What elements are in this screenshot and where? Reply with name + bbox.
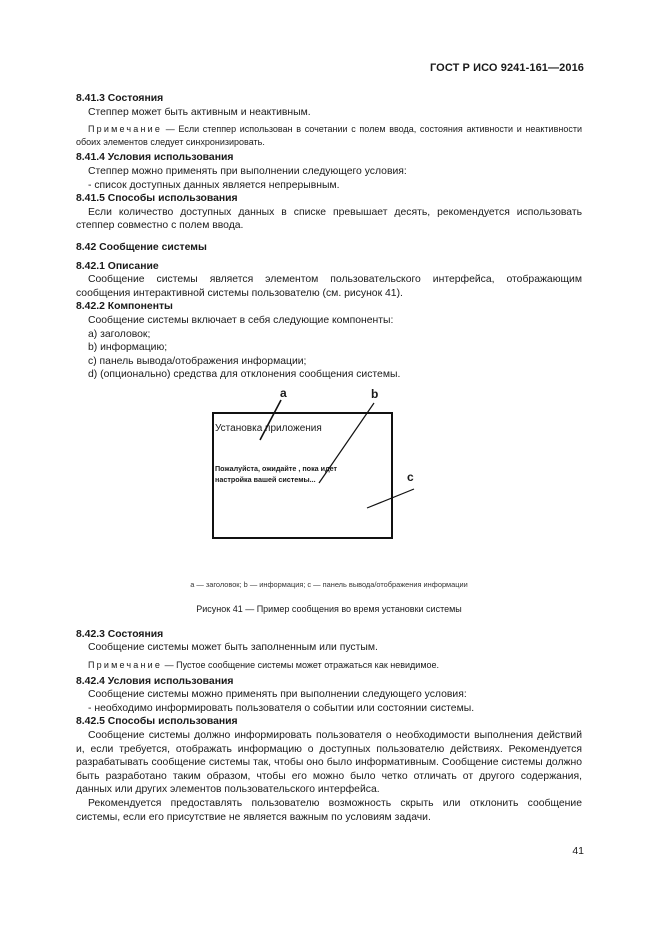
paragraph: Если количество доступных данных в списке превышает десять, рекомендуется использовать степпер совместно с полем ввода. [76,206,582,232]
section-heading-8-42-3: 8.42.3 Состояния [76,628,164,640]
figure-legend: a — заголовок; b — информация; c — панель вывода/отображения информации [190,579,468,589]
paragraph: Степпер можно применять при выполнении следующего условия: [88,165,407,177]
list-item: - необходимо информировать пользователя о событии или состоянии системы. [88,702,475,714]
message-text [215,463,385,486]
document-body [76,92,582,824]
list-item: c) панель вывода/отображения информации; [88,355,307,367]
note-text: — Если степпер использован в сочетании с полем ввода, состояния активности и неактивности обоих элементов следует синхронизировать. [76,124,582,147]
note-label: Примечание [88,124,163,135]
paragraph: Сообщение системы можно применять при выполнении следующего условия: [88,689,467,701]
note-text: — Пустое сообщение системы может отражаться как невидимое. [162,660,440,671]
note [76,123,582,148]
figure-41 [76,385,582,624]
page-number: 41 [572,845,584,857]
paragraph: Сообщение системы может быть заполненным или пустым. [88,642,378,654]
paragraph: Сообщение системы включает в себя следующие компоненты: [88,314,394,326]
paragraph: Степпер может быть активным и неактивным. [88,106,311,118]
section-heading-8-42: 8.42 Сообщение системы [76,241,207,253]
list-item: - список доступных данных является непрерывным. [88,179,340,191]
message-title: Установка приложения [215,422,322,434]
section-heading-8-42-1: 8.42.1 Описание [76,260,159,272]
note-label: Примечание [88,660,163,671]
section-heading-8-41-4: 8.41.4 Условия использования [76,152,234,164]
document-header: ГОСТ Р ИСО 9241-161—2016 [429,62,584,74]
list-item: a) заголовок; [88,328,151,340]
section-heading-8-42-5: 8.42.5 Способы использования [76,716,238,728]
section-heading-8-42-2: 8.42.2 Компоненты [76,301,173,313]
note [76,659,582,672]
message-line: настройка вашей системы... [215,475,316,485]
callout-label-a: a [280,385,287,400]
section-heading-8-41-5: 8.41.5 Способы использования [76,193,238,205]
list-item: b) информацию; [88,342,168,354]
callout-label-c: c [407,469,414,484]
paragraph: Сообщение системы является элементом пользовательского интерфейса, отображающим сообщения интерактивной системы пользователю (см. рисунок 41). [76,274,582,299]
paragraph: Сообщение системы должно информировать пользователя о необходимости выполнения действий и, если требуется, отображать информацию о доступных пользователю действиях. Рекомендуется разрабатывать сообщение системы так, чтобы оно было информативным. Сообщение системы должно быть разработано таким образом, чтобы его можно было четко отличать от другого содержания, данных или других элементов пользовательского интерфейса. [76,730,582,796]
figure-caption: Рисунок 41 — Пример сообщения во время установки системы [196,603,462,614]
section-heading-8-41-3: 8.41.3 Состояния [76,93,164,104]
callout-label-b: b [371,386,379,401]
callout-line-c [367,489,414,508]
section-heading-8-42-4: 8.42.4 Условия использования [76,675,234,687]
list-item: d) (опционально) средства для отклонения сообщения системы. [88,369,401,381]
message-line: Пожалуйста, ожидайте , пока идет [215,463,338,473]
paragraph: Рекомендуется предоставлять пользователю возможность скрыть или отклонить сообщение системы, если его присутствие не является важным по условиям задачи. [76,798,582,823]
